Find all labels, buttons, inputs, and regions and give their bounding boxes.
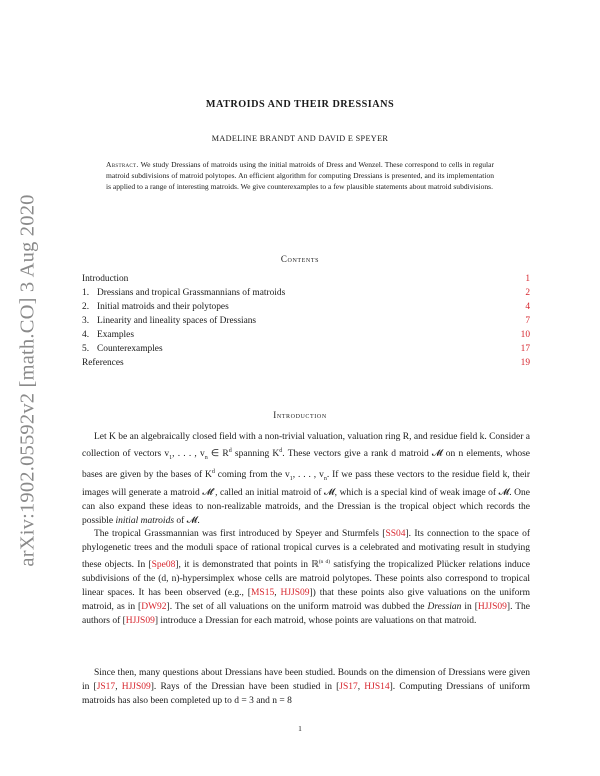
- citation-link[interactable]: HJJS09: [477, 601, 507, 612]
- toc-entry-title: Dressians and tropical Grassmannians of matroids: [97, 288, 286, 298]
- toc-entry-number: 1.: [82, 288, 90, 298]
- page-number: 1: [298, 724, 302, 733]
- toc-entry-page-link[interactable]: 19: [520, 358, 530, 368]
- citation-link[interactable]: HJJS09: [125, 615, 155, 626]
- toc-entry-page-link[interactable]: 4: [525, 302, 530, 312]
- citation-link[interactable]: SS04: [385, 529, 406, 539]
- toc-entry[interactable]: [82, 342, 530, 356]
- toc-entry-number: 2.: [82, 302, 90, 312]
- toc-entry-page-link[interactable]: 7: [525, 316, 530, 326]
- toc-entry-title: Linearity and lineality spaces of Dressians: [97, 316, 257, 326]
- arxiv-identifier-text: arXiv:1902.05592v2 [math.CO] 3 Aug 2020: [16, 193, 39, 567]
- abstract-label: Abstract.: [106, 160, 139, 169]
- toc-entry[interactable]: [82, 314, 530, 328]
- toc-entry-page-link[interactable]: 2: [525, 288, 530, 298]
- citation-link[interactable]: JS17: [96, 681, 116, 692]
- paper-title: MATROIDS AND THEIR DRESSIANS: [205, 99, 395, 110]
- intro-paragraph-3: Since then, many questions about Dressians have been studied. Bounds on the dimension of Dressians were given in [JS17, HJJS09]. Rays of the Dressian have been studied in [JS17, HJS14]. Computing Dressians of uniform matroids has also been completed up to d = 3 and n = 8: [82, 668, 530, 706]
- toc-entry-title: Examples: [97, 330, 134, 340]
- toc-entry-page-link[interactable]: 10: [520, 330, 530, 340]
- toc-entry[interactable]: [82, 356, 530, 370]
- citation-link[interactable]: HJJS09: [280, 587, 310, 598]
- citation-link[interactable]: HJJS09: [121, 681, 151, 692]
- table-of-contents: [82, 272, 530, 370]
- citation-link[interactable]: HJS14: [364, 681, 390, 692]
- citation-link[interactable]: Spe08: [151, 560, 176, 571]
- citation-link[interactable]: MS15: [250, 587, 275, 598]
- toc-entry-number: 4.: [82, 330, 90, 340]
- citation-link[interactable]: JS17: [339, 681, 358, 692]
- abstract: [106, 159, 494, 193]
- toc-entry-title: Counterexamples: [97, 344, 163, 354]
- toc-entry[interactable]: [82, 328, 530, 342]
- citation-link[interactable]: DW92: [141, 601, 167, 612]
- toc-entry-page-link[interactable]: 17: [520, 344, 530, 354]
- toc-entry[interactable]: [82, 286, 530, 300]
- toc-entry-title: Initial matroids and their polytopes: [97, 302, 229, 312]
- toc-entry[interactable]: [82, 300, 530, 314]
- toc-entry-number: 5.: [82, 344, 90, 354]
- paper-authors: MADELINE BRANDT AND DAVID E SPEYER: [211, 134, 389, 143]
- contents-heading: Contents: [280, 254, 320, 264]
- toc-entry-title: References: [82, 358, 124, 368]
- toc-entry-title: Introduction: [82, 274, 129, 284]
- toc-entry-page-link[interactable]: 1: [525, 274, 530, 284]
- intro-paragraph-1: Let K be an algebraically closed field with a non-trivial valuation, valuation ring R, and residue field k. Consider a collection of vectors $v_1$, . . . , $v_n$ ∈ $R^d$ spanning $K^d$. These vectors give a rank d matroid 𝓜 on n elements, whose bases are given by the bases of $K^d$ coming from the $v_1$, . . . , $v_n$. If we pass these vectors to the residue field k, their images will generate a matroid 𝓜′, called an initial matroid of 𝓜, which is a special kind of weak image of 𝓜. One can also expand these ideas to non-realizable matroids, and the Dressian is the tropical object which records the possible initial matroids of 𝓜.: [82, 432, 530, 526]
- intro-paragraph-2: The tropical Grassmannian was first introduced by Speyer and Sturmfels [SS04]. Its connection to the space of phylogenetic trees and the moduli space of rational tropical curves is a celebrated and motivating result in studying these objects. In [Spe08], it is demonstrated that points in ℝ$^{(n d)}$ satisfying the tropicalized Plücker relations induce subdivisions of the (d, n)-hypersimplex whose cells are matroid polytopes. These points also correspond to tropical linear spaces. It has been observed (e.g., [MS15, HJJS09]) that these points also give valuations on the uniform matroid, as in [DW92]. The set of all valuations on the uniform matroid was dubbed the Dressian in [HJJS09]. The authors of [HJJS09] introduce a Dressian for each matroid, whose points are valuations on that matroid.: [82, 529, 531, 626]
- toc-entry-number: 3.: [82, 316, 90, 326]
- abstract-text: We study Dressians of matroids using the initial matroids of Dress and Wenzel. These correspond to cells in regular matroid subdivisions of matroid polytopes. An efficient algorithm for computing Dressians is presented, and its implementation is applied to a range of interesting matroids. We give counterexamples to a few plausible statements about matroid subdivisions.: [106, 160, 494, 192]
- toc-entry[interactable]: [82, 272, 530, 286]
- introduction-heading: Introduction: [273, 410, 327, 420]
